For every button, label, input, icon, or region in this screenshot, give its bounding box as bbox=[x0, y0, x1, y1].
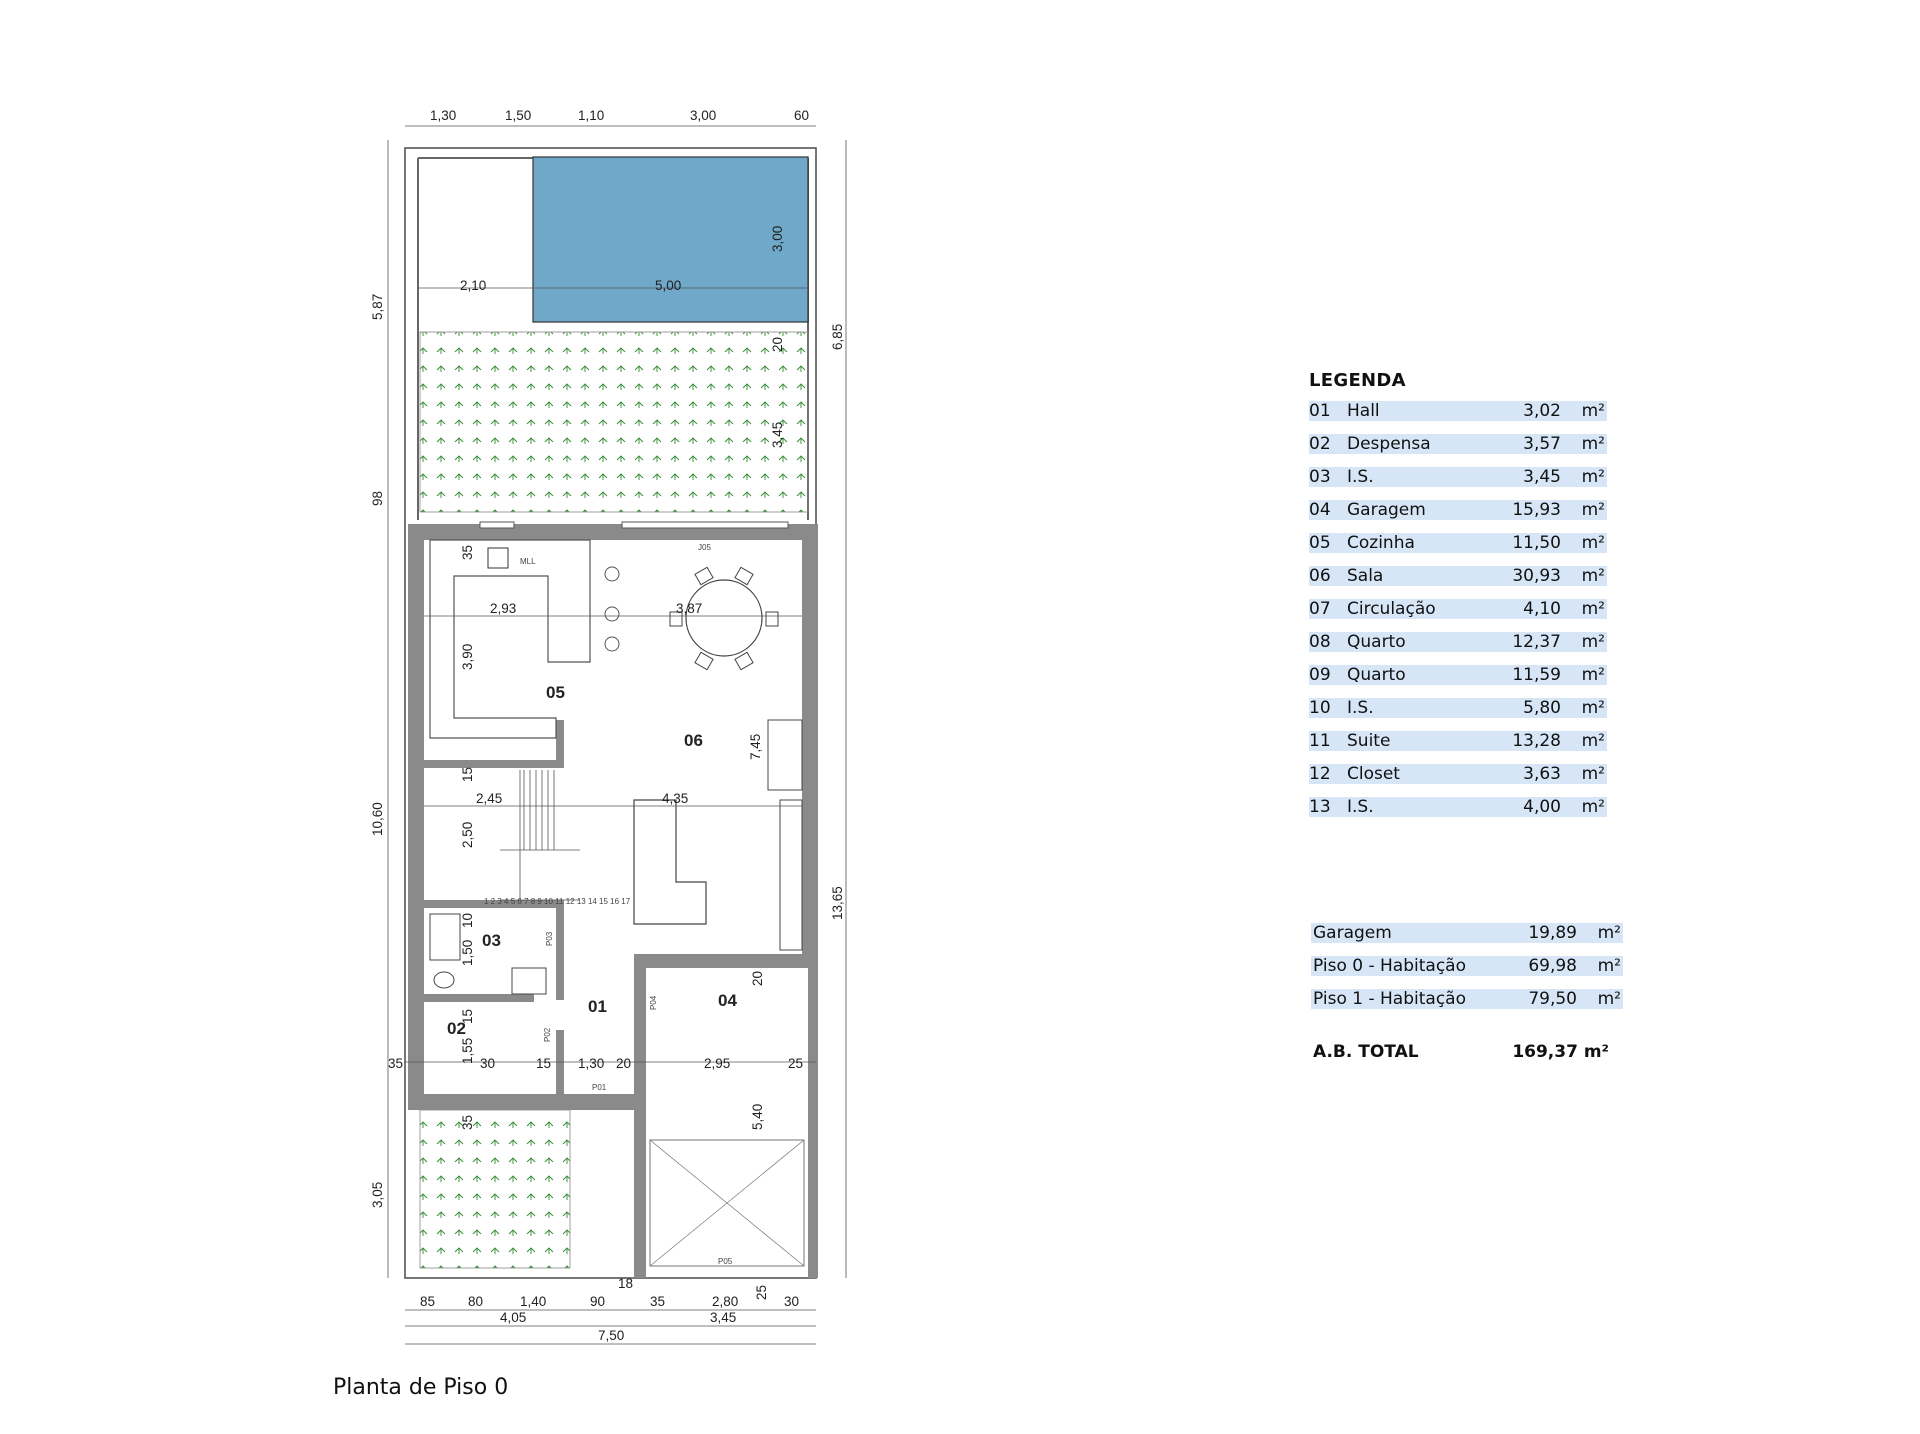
legend-room-name: Despensa bbox=[1347, 434, 1431, 454]
legend-area: 3,45 bbox=[1523, 467, 1561, 487]
total-row bbox=[1311, 989, 1623, 1009]
total-name: Piso 1 - Habitação bbox=[1313, 989, 1466, 1009]
legend-row bbox=[1309, 566, 1607, 586]
dim-right: 13,65 bbox=[830, 886, 845, 920]
sofa bbox=[634, 800, 706, 924]
legend-room-name: Suite bbox=[1347, 731, 1391, 751]
wall-garage-left bbox=[634, 954, 646, 1278]
room-label-01: 01 bbox=[588, 997, 607, 1016]
room-label-03: 03 bbox=[482, 931, 501, 950]
legend-row bbox=[1309, 599, 1607, 619]
legend-num: 04 bbox=[1309, 500, 1331, 520]
wall-stair-right bbox=[556, 720, 564, 768]
dining-table bbox=[686, 580, 762, 656]
swimming-pool bbox=[533, 157, 808, 322]
dim-interior: 3,87 bbox=[676, 601, 703, 616]
dim-interior: 35 bbox=[388, 1056, 404, 1071]
legend-row bbox=[1309, 632, 1607, 652]
dim-interior: 20 bbox=[750, 970, 765, 986]
dim-bottom: 90 bbox=[590, 1294, 606, 1309]
legend-row bbox=[1309, 533, 1607, 553]
grand-total bbox=[1313, 1042, 1609, 1066]
label-mll: MLL bbox=[520, 557, 536, 566]
fireplace bbox=[768, 720, 802, 790]
dim-interior: 1,50 bbox=[460, 939, 475, 966]
legend-area: 11,50 bbox=[1512, 533, 1561, 553]
legend-unit: m² bbox=[1581, 467, 1605, 487]
dim-interior: 2,45 bbox=[476, 791, 503, 806]
dim-bottom: 1,40 bbox=[520, 1294, 547, 1309]
dim-bottom: 80 bbox=[468, 1294, 484, 1309]
dim-interior: 4,35 bbox=[662, 791, 689, 806]
dim-interior: 35 bbox=[460, 544, 475, 560]
legend-area: 30,93 bbox=[1512, 566, 1561, 586]
dining-chair bbox=[695, 652, 713, 669]
window-top-kitchen bbox=[480, 522, 514, 528]
legend-unit: m² bbox=[1581, 500, 1605, 520]
dim-pool: 2,10 bbox=[460, 278, 487, 293]
legend-area: 3,63 bbox=[1523, 764, 1561, 784]
bar-stool bbox=[605, 637, 619, 651]
dim-interior: 20 bbox=[616, 1056, 632, 1071]
totals-table bbox=[1311, 923, 1623, 1022]
dim-interior: 5,40 bbox=[750, 1103, 765, 1130]
dim-bottom: 3,45 bbox=[710, 1310, 737, 1325]
staircase bbox=[500, 770, 580, 900]
legend-area: 3,02 bbox=[1523, 401, 1561, 421]
legend-room-name: Sala bbox=[1347, 566, 1384, 586]
legend-num: 07 bbox=[1309, 599, 1331, 619]
dim-interior: 15 bbox=[536, 1056, 552, 1071]
plan-caption: Planta de Piso 0 bbox=[333, 1375, 509, 1400]
dim-bottom: 18 bbox=[618, 1276, 634, 1291]
total-area: 19,89 bbox=[1528, 923, 1577, 943]
legend-unit: m² bbox=[1581, 665, 1605, 685]
room-label-04: 04 bbox=[718, 991, 737, 1010]
legend-room-name: Circulação bbox=[1347, 599, 1436, 619]
legend-num: 08 bbox=[1309, 632, 1331, 652]
dim-left: 3,05 bbox=[370, 1181, 385, 1208]
legend-num: 02 bbox=[1309, 434, 1331, 454]
legend-row bbox=[1309, 500, 1607, 520]
total-name: Garagem bbox=[1313, 923, 1392, 943]
legend-area: 11,59 bbox=[1512, 665, 1561, 685]
legend-row bbox=[1309, 731, 1607, 751]
dim-pool: 5,00 bbox=[655, 278, 682, 293]
dim-left: 98 bbox=[370, 490, 385, 506]
washbasin bbox=[512, 968, 546, 994]
dim-interior: 30 bbox=[480, 1056, 496, 1071]
grand-total-value: 169,37 m² bbox=[1512, 1042, 1609, 1062]
total-unit: m² bbox=[1597, 956, 1621, 976]
legend-unit: m² bbox=[1581, 797, 1605, 817]
dim-interior: 1,55 bbox=[460, 1037, 475, 1064]
dim-interior: 1,30 bbox=[578, 1056, 605, 1071]
wall-bath-pantry bbox=[424, 994, 534, 1002]
legend-num: 06 bbox=[1309, 566, 1331, 586]
legend-table bbox=[1309, 370, 1607, 830]
legend-room-name: Closet bbox=[1347, 764, 1400, 784]
legend-area: 12,37 bbox=[1512, 632, 1561, 652]
legend-unit: m² bbox=[1581, 764, 1605, 784]
dim-garden: 20 bbox=[770, 336, 785, 352]
legend-area: 15,93 bbox=[1512, 500, 1561, 520]
legend-row bbox=[1309, 434, 1607, 454]
dim-bottom: 30 bbox=[784, 1294, 800, 1309]
dim-interior: 2,50 bbox=[460, 821, 475, 848]
kitchen-sink bbox=[488, 548, 508, 568]
total-row bbox=[1311, 923, 1623, 943]
legend-row bbox=[1309, 665, 1607, 685]
dim-bottom: 4,05 bbox=[500, 1310, 527, 1325]
bar-stool bbox=[605, 567, 619, 581]
wall-left bbox=[408, 524, 424, 1110]
dim-bottom: 2,80 bbox=[712, 1294, 739, 1309]
legend-room-name: Hall bbox=[1347, 401, 1380, 421]
legend-room-name: Quarto bbox=[1347, 665, 1406, 685]
legend-unit: m² bbox=[1581, 731, 1605, 751]
grand-total-label: A.B. TOTAL bbox=[1313, 1042, 1419, 1062]
wall-bottom bbox=[408, 1094, 638, 1110]
room-label-05: 05 bbox=[546, 683, 565, 702]
legend-row bbox=[1309, 401, 1607, 421]
legend-unit: m² bbox=[1581, 533, 1605, 553]
dim-interior: 3,90 bbox=[460, 643, 475, 670]
wall-garage-top bbox=[634, 954, 818, 968]
legend-room-name: I.S. bbox=[1347, 797, 1374, 817]
label-j05: J05 bbox=[698, 543, 711, 552]
dim-interior: 25 bbox=[788, 1056, 804, 1071]
legend-title: LEGENDA bbox=[1309, 370, 1406, 391]
total-unit: m² bbox=[1597, 923, 1621, 943]
legend-row bbox=[1309, 698, 1607, 718]
legend-unit: m² bbox=[1581, 698, 1605, 718]
dim-interior: 2,93 bbox=[490, 601, 517, 616]
legend-room-name: I.S. bbox=[1347, 467, 1374, 487]
dining-chair bbox=[766, 612, 778, 626]
dim-bottom: 25 bbox=[754, 1284, 769, 1300]
legend-unit: m² bbox=[1581, 401, 1605, 421]
label-p05: P05 bbox=[718, 1257, 733, 1266]
total-name: Piso 0 - Habitação bbox=[1313, 956, 1466, 976]
dining-chair bbox=[735, 652, 753, 669]
total-row bbox=[1311, 956, 1623, 976]
room-label-02: 02 bbox=[447, 1019, 466, 1038]
legend-area: 4,00 bbox=[1523, 797, 1561, 817]
wall-kitchen-stair bbox=[424, 760, 564, 768]
bar-stool bbox=[605, 607, 619, 621]
dim-top: 1,50 bbox=[505, 108, 532, 123]
kitchen-counter bbox=[430, 540, 590, 738]
dim-garden: 3,45 bbox=[770, 421, 785, 448]
shower-tray bbox=[430, 914, 460, 960]
dim-interior: 15 bbox=[460, 766, 475, 782]
wall-bath-right bbox=[556, 900, 564, 1000]
legend-num: 01 bbox=[1309, 401, 1331, 421]
label-p04: P04 bbox=[649, 995, 658, 1010]
legend-num: 10 bbox=[1309, 698, 1331, 718]
dim-interior: 35 bbox=[460, 1114, 475, 1130]
dim-bottom: 7,50 bbox=[598, 1328, 625, 1343]
dim-interior: 15 bbox=[460, 1008, 475, 1024]
legend-num: 12 bbox=[1309, 764, 1331, 784]
legend-area: 3,57 bbox=[1523, 434, 1561, 454]
dim-top: 60 bbox=[794, 108, 810, 123]
legend-unit: m² bbox=[1581, 434, 1605, 454]
dim-right: 6,85 bbox=[830, 323, 845, 350]
rear-garden bbox=[420, 332, 808, 512]
toilet bbox=[434, 972, 454, 988]
label-p03: P03 bbox=[545, 931, 554, 946]
legend-room-name: Garagem bbox=[1347, 500, 1426, 520]
dim-bottom: 85 bbox=[420, 1294, 436, 1309]
label-p01: P01 bbox=[592, 1083, 607, 1092]
legend-num: 05 bbox=[1309, 533, 1331, 553]
dim-left: 10,60 bbox=[370, 802, 385, 836]
room-label-06: 06 bbox=[684, 731, 703, 750]
legend-room-name: I.S. bbox=[1347, 698, 1374, 718]
dim-interior: 2,95 bbox=[704, 1056, 731, 1071]
dim-top: 1,10 bbox=[578, 108, 605, 123]
legend-num: 09 bbox=[1309, 665, 1331, 685]
wall-right bbox=[802, 524, 818, 960]
label-p02: P02 bbox=[543, 1027, 552, 1042]
dim-top: 3,00 bbox=[690, 108, 717, 123]
legend-area: 5,80 bbox=[1523, 698, 1561, 718]
total-unit: m² bbox=[1597, 989, 1621, 1009]
legend-unit: m² bbox=[1581, 632, 1605, 652]
dim-interior: 7,45 bbox=[748, 733, 763, 760]
total-area: 79,50 bbox=[1528, 989, 1577, 1009]
legend-num: 11 bbox=[1309, 731, 1331, 751]
dim-left: 5,87 bbox=[370, 293, 385, 320]
wall-garage-right bbox=[808, 954, 818, 1278]
stair-step-numbers: 1 2 3 4 5 6 7 8 9 10 11 12 13 14 15 16 17 bbox=[484, 897, 631, 906]
legend-unit: m² bbox=[1581, 566, 1605, 586]
total-area: 69,98 bbox=[1528, 956, 1577, 976]
legend-num: 13 bbox=[1309, 797, 1331, 817]
dim-bottom: 35 bbox=[650, 1294, 666, 1309]
window-top-living bbox=[622, 522, 788, 528]
legend-unit: m² bbox=[1581, 599, 1605, 619]
dim-top: 1,30 bbox=[430, 108, 457, 123]
tv-unit bbox=[780, 800, 802, 950]
legend-row bbox=[1309, 797, 1607, 817]
front-garden bbox=[420, 1110, 570, 1268]
legend-room-name: Quarto bbox=[1347, 632, 1406, 652]
legend-area: 13,28 bbox=[1512, 731, 1561, 751]
legend-num: 03 bbox=[1309, 467, 1331, 487]
dim-pool: 3,00 bbox=[770, 225, 785, 252]
legend-room-name: Cozinha bbox=[1347, 533, 1415, 553]
legend-row bbox=[1309, 467, 1607, 487]
dim-interior: 10 bbox=[460, 912, 475, 928]
legend-area: 4,10 bbox=[1523, 599, 1561, 619]
legend-row bbox=[1309, 764, 1607, 784]
wall-pantry-right bbox=[556, 1030, 564, 1110]
